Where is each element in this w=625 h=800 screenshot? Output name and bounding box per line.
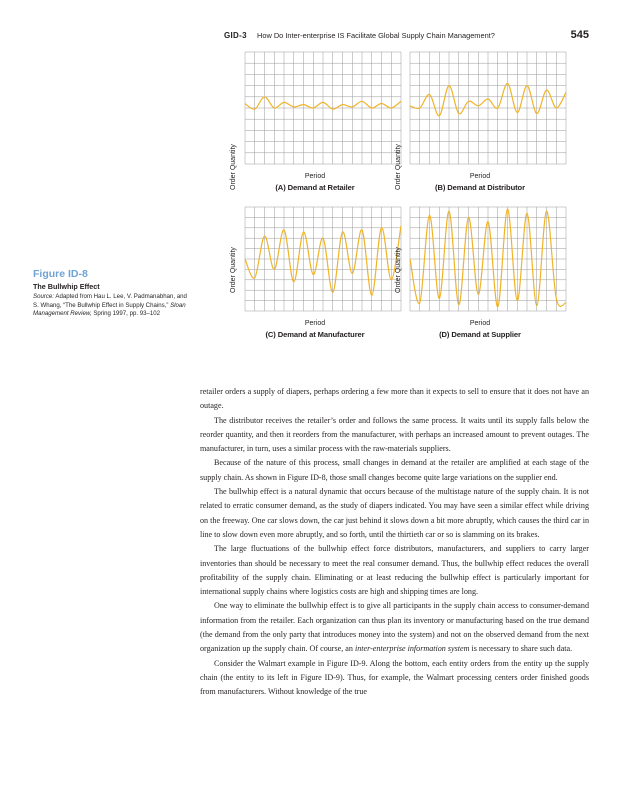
chart-distributor — [395, 50, 570, 200]
chart-manufacturer-title: (C) Demand at Manufacturer — [265, 330, 365, 339]
running-title: How Do Inter-enterprise IS Facilitate Global Supply Chain Management? — [257, 31, 495, 40]
figure-source-suffix: Spring 1997, pp. 93–102 — [93, 310, 161, 318]
paragraph-text-end: is necessary to share such data. — [471, 644, 573, 654]
chart-manufacturer — [230, 205, 405, 355]
figure-label: Figure ID-8 — [33, 268, 88, 280]
chart-manufacturer-xlabel: Period — [304, 320, 326, 327]
figure-source-text: Adapted from Hau L. Lee, V. Padmanabhan, and S. Whang, “The Bullwhip Effect in Supply Chains,” — [33, 293, 187, 309]
paragraph-text: One way to eliminate the bullwhip effect is to give all participants in the supply chain access to consumer-demand information from the retailer. Each organization can thus plan its inventory or manufacturing based on the true demand (the demand from the only party that introduces money into the system) and not on the observed demand from the next organization up the supply chain. Of course, an — [200, 601, 589, 654]
chart-grid — [245, 207, 401, 311]
chart-grid — [245, 52, 401, 164]
chart-supplier-xlabel: Period — [469, 320, 491, 327]
chart-retailer-xlabel: Period — [304, 173, 326, 180]
page-number: 545 — [570, 29, 589, 41]
chart-supplier — [395, 205, 570, 355]
chapter-code: GID-3 — [224, 31, 247, 40]
paragraph: retailer orders a supply of diapers, perhaps ordering a few more than it expects to sell to ensure that it does not have an outage. — [200, 387, 589, 411]
chart-retailer-title: (A) Demand at Retailer — [275, 183, 355, 192]
paragraph: The bullwhip effect is a natural dynamic that occurs because of the multistage nature of the supply chain. It is not related to erratic consumer demand, as the study of diapers indicated. You may have seen a similar effect while driving on the freeway. One car slows down, the car just behind it slows down a bit more abruptly, which causes the third car in line to slow down even more abruptly, and so forth, until the thirtieth car or so is slamming on its brakes. — [200, 487, 589, 539]
chart-distributor-xlabel: Period — [469, 173, 491, 180]
chart-supplier-ylabel: Order Quantity — [395, 247, 402, 293]
paragraph: Consider the Walmart example in Figure ID-9. Along the bottom, each entity orders from the entity up the supply chain (the entity to its left in Figure ID-9). Thus, for example, the Walmart processing centers order finished goods from manufacturers. Without knowledge of the true — [200, 658, 589, 697]
chart-supplier-title: (D) Demand at Supplier — [439, 330, 521, 339]
paragraph: The large fluctuations of the bullwhip effect force distributors, manufacturers, and suppliers to carry larger inventories than should be necessary to meet the real consumer demand. Thus, the bullwhip effect reduces the overall profitability of the supply chain. Eliminating or at least reducing the bullwhip effect is particularly important for international supply chains where logistics costs are high and shipping times are long. — [200, 544, 589, 597]
chart-retailer — [230, 50, 405, 200]
chart-distributor-ylabel: Order Quantity — [395, 144, 402, 190]
chart-distributor-title: (B) Demand at Distributor — [435, 183, 525, 192]
chart-manufacturer-ylabel: Order Quantity — [230, 247, 237, 293]
chart-grid — [410, 52, 566, 164]
figure-source — [33, 293, 193, 319]
figure-source-journal: Sloan Management Review, — [33, 301, 186, 318]
paragraph: The distributor receives the retailer’s order and follows the same process. It waits until its supply falls below the reorder quantity, and then it reorders from the manufacturer, with perhaps an increased amount to prevent outages. The manufacturer, in turn, uses a similar process with the raw-materials suppliers. — [200, 415, 589, 454]
paragraph: Because of the nature of this process, small changes in demand at the retailer are amplified at each stage of the supply chain. As shown in Figure ID-8, those small changes become quite large variations on the supplier end. — [200, 458, 589, 482]
chart-retailer-ylabel: Order Quantity — [230, 144, 237, 190]
body-text — [200, 385, 589, 700]
figure-caption — [33, 268, 193, 319]
paragraph — [200, 599, 589, 656]
running-header — [224, 30, 589, 44]
emphasis-term: inter-enterprise information system — [354, 644, 470, 654]
figure-source-prefix: Source: — [33, 293, 55, 300]
figure-title: The Bullwhip Effect — [33, 282, 100, 291]
